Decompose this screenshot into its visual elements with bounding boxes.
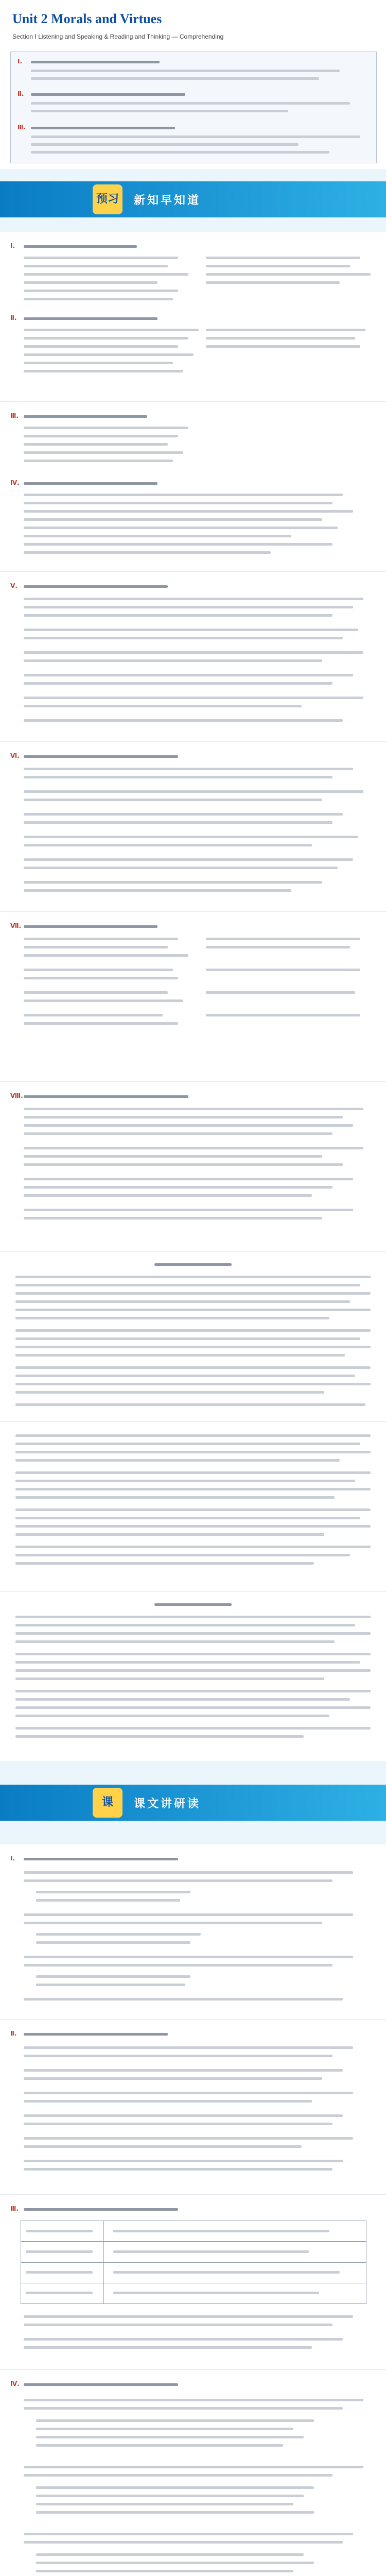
text-line: [24, 2092, 353, 2094]
text-line: [113, 2292, 319, 2294]
text-line: [15, 1346, 371, 1348]
text-line: [24, 257, 178, 259]
text-line: [24, 925, 157, 928]
text-line: [36, 1975, 190, 1978]
text-line: [24, 755, 178, 758]
slide-lesson-3: [0, 2195, 386, 2370]
text-line: [24, 1964, 332, 1967]
text-line: [24, 697, 363, 699]
text-line: [24, 614, 332, 617]
text-line: [24, 2383, 178, 2386]
text-line: [15, 1624, 355, 1626]
text-line: [24, 2346, 312, 2349]
text-line: [24, 510, 353, 513]
text-line: [15, 1669, 371, 1672]
text-line: [206, 345, 360, 348]
text-line: [206, 329, 365, 331]
text-line: [31, 93, 185, 96]
text-line: [113, 2271, 340, 2274]
text-line: [113, 2230, 329, 2232]
text-line: [36, 2486, 314, 2489]
text-line: [24, 281, 157, 284]
text-line: [15, 1562, 314, 1565]
slide-translation: [0, 1592, 386, 1762]
text-line: [154, 1603, 232, 1606]
text-line: [15, 1434, 371, 1437]
section-mark: Ⅴ.: [10, 582, 17, 589]
text-line: [24, 2474, 332, 2477]
text-line: [24, 954, 188, 957]
text-line: [31, 70, 340, 72]
section-mark: Ⅶ.: [10, 922, 22, 929]
text-line: [24, 1116, 343, 1118]
text-line: [15, 1706, 371, 1709]
cover-subtitle: Section Ⅰ Listening and Speaking & Reading and Thinking — Comprehending: [12, 33, 224, 40]
text-line: [24, 585, 168, 588]
banner-title: 新知早知道: [134, 194, 201, 207]
text-line: [24, 2399, 363, 2401]
text-line: [36, 1984, 185, 1986]
text-line: [24, 2123, 332, 2125]
text-line: [24, 2324, 332, 2326]
text-line: [24, 2533, 353, 2535]
text-line: [24, 1132, 332, 1135]
text-line: [24, 1922, 322, 1924]
text-line: [24, 2541, 343, 2544]
text-line: [36, 2570, 293, 2572]
text-line: [31, 127, 175, 129]
slide-cover: [0, 0, 386, 170]
text-line: [15, 1300, 350, 1303]
text-line: [24, 1998, 343, 2001]
text-line: [206, 257, 360, 259]
text-line: [24, 2208, 178, 2211]
text-line: [24, 2069, 343, 2072]
text-line: [154, 1263, 232, 1266]
text-line: [24, 682, 332, 685]
text-line: [24, 1022, 178, 1025]
text-line: [24, 370, 183, 372]
text-line: [15, 1632, 371, 1635]
text-line: [15, 1496, 335, 1499]
text-line: [24, 606, 353, 608]
section-mark: Ⅱ.: [10, 2030, 17, 2037]
text-line: [113, 2250, 309, 2253]
text-line: [15, 1653, 371, 1655]
text-line: [24, 245, 137, 248]
text-line: [24, 637, 343, 639]
text-line: [15, 1383, 371, 1385]
text-line: [24, 482, 157, 485]
text-line: [24, 543, 332, 546]
text-line: [36, 2444, 283, 2447]
slide-vocab-2: [0, 402, 386, 572]
text-line: [24, 799, 322, 801]
slide-lesson-1: [0, 1844, 386, 2020]
text-line: [24, 844, 312, 846]
text-line: [26, 2230, 93, 2232]
text-line: [15, 1640, 335, 1643]
text-line: [24, 867, 338, 869]
text-line: [15, 1309, 371, 1311]
text-line: [15, 1459, 340, 1462]
text-line: [15, 1329, 371, 1332]
text-line: [206, 991, 355, 994]
section-mark: Ⅲ.: [10, 412, 19, 419]
slide-reading-1: [0, 572, 386, 742]
text-line: [15, 1698, 350, 1701]
text-line: [15, 1677, 324, 1680]
text-line: [24, 674, 353, 676]
text-line: [24, 2055, 332, 2057]
text-line: [24, 2145, 302, 2148]
text-line: [24, 1163, 343, 1166]
section-mark: Ⅳ.: [10, 2380, 20, 2387]
section-mark: Ⅷ.: [10, 1092, 23, 1099]
text-line: [24, 938, 178, 940]
text-line: [24, 1194, 312, 1197]
text-line: [24, 518, 322, 521]
text-line: [31, 110, 288, 112]
text-line: [15, 1403, 365, 1406]
slide-passage-2: [0, 1422, 386, 1592]
text-line: [24, 946, 168, 948]
banner-title: 课文讲研读: [134, 1798, 201, 1810]
text-line: [24, 1147, 363, 1149]
text-line: [24, 991, 168, 994]
text-line: [24, 427, 188, 429]
text-line: [24, 415, 147, 418]
text-line: [24, 2100, 312, 2103]
text-line: [36, 2436, 304, 2438]
text-line: [24, 551, 271, 554]
section-mark: Ⅲ.: [17, 124, 26, 131]
text-line: [15, 1366, 371, 1369]
text-line: [206, 1014, 360, 1016]
section-mark: Ⅳ.: [10, 479, 20, 486]
text-line: [15, 1451, 371, 1453]
text-line: [15, 1690, 371, 1692]
text-line: [24, 353, 194, 356]
text-line: [26, 2250, 93, 2253]
text-line: [24, 298, 173, 300]
text-line: [15, 1517, 360, 1519]
text-line: [24, 494, 343, 496]
text-line: [24, 290, 178, 292]
text-line: [24, 1209, 353, 1211]
text-line: [24, 329, 199, 331]
banner-chip: 课: [93, 1788, 122, 1818]
text-line: [15, 1354, 345, 1357]
text-line: [24, 435, 178, 437]
slide-reading-2: [0, 742, 386, 912]
text-line: [26, 2271, 93, 2274]
slide-preview-banner: [0, 170, 386, 232]
text-line: [24, 527, 338, 529]
text-line: [24, 719, 343, 722]
text-line: [36, 1891, 190, 1893]
text-line: [31, 135, 360, 138]
slide-reading-4: [0, 1082, 386, 1252]
text-line: [24, 362, 173, 364]
text-line: [31, 102, 350, 105]
text-line: [15, 1715, 329, 1717]
text-line: [15, 1525, 371, 1528]
text-line: [15, 1616, 371, 1618]
text-line: [36, 2503, 293, 2505]
text-line: [36, 1899, 180, 1902]
text-line: [24, 1913, 353, 1916]
text-line: [24, 629, 358, 631]
text-line: [24, 1155, 322, 1158]
text-line: [15, 1480, 355, 1482]
text-line: [206, 265, 350, 267]
text-line: [15, 1533, 324, 1536]
text-line: [24, 659, 322, 662]
text-line: [206, 273, 371, 276]
slide-lesson-2: [0, 2020, 386, 2195]
text-line: [24, 2046, 353, 2049]
text-line: [24, 2407, 343, 2410]
text-line: [36, 2419, 314, 2422]
text-line: [206, 938, 360, 940]
text-line: [24, 337, 188, 340]
text-line: [15, 1488, 371, 1490]
text-line: [24, 651, 363, 654]
text-line: [24, 969, 173, 971]
section-mark: Ⅰ.: [17, 58, 23, 65]
text-line: [24, 2168, 332, 2171]
slide-lesson-4: [0, 2370, 386, 2576]
text-line: [24, 598, 363, 600]
text-line: [24, 776, 332, 778]
text-line: [24, 2315, 353, 2318]
text-line: [15, 1509, 371, 1511]
text-line: [24, 1186, 332, 1189]
text-line: [15, 1735, 304, 1738]
text-line: [24, 2137, 353, 2140]
text-line: [24, 265, 168, 267]
text-line: [15, 1554, 350, 1556]
text-line: [206, 969, 360, 971]
text-line: [24, 1879, 332, 1882]
text-line: [24, 443, 168, 446]
text-line: [24, 345, 178, 348]
text-line: [24, 889, 291, 892]
text-line: [24, 1014, 163, 1016]
text-line: [24, 460, 173, 462]
text-line: [24, 790, 363, 793]
section-mark: Ⅲ.: [10, 2205, 19, 2212]
text-line: [24, 1858, 178, 1860]
text-line: [36, 2511, 314, 2514]
text-line: [31, 143, 299, 146]
cover-panel: [10, 52, 377, 163]
text-line: [15, 1284, 360, 1286]
text-line: [24, 1095, 188, 1098]
banner-chip: 预习: [93, 184, 122, 214]
text-line: [24, 821, 332, 824]
text-line: [24, 2338, 343, 2341]
text-line: [15, 1375, 355, 1377]
text-line: [24, 2033, 168, 2036]
text-line: [24, 451, 183, 454]
text-line: [24, 2077, 322, 2080]
text-line: [15, 1391, 324, 1394]
text-line: [24, 273, 188, 276]
text-line: [15, 1292, 371, 1295]
text-line: [36, 2428, 293, 2430]
text-line: [36, 2495, 304, 2497]
cover-title: Unit 2 Morals and Virtues: [12, 11, 162, 26]
text-line: [24, 1217, 322, 1219]
text-line: [24, 999, 183, 1002]
slide-lesson-banner: [0, 1762, 386, 1844]
text-line: [36, 2553, 304, 2556]
text-line: [24, 858, 353, 861]
section-mark: Ⅰ.: [10, 1855, 15, 1862]
text-line: [24, 2114, 343, 2117]
slide-passage-1: [0, 1252, 386, 1422]
text-line: [15, 1471, 371, 1474]
text-line: [15, 1317, 329, 1319]
text-line: [24, 1124, 353, 1127]
text-line: [15, 1661, 360, 1664]
text-line: [24, 813, 343, 816]
text-line: [36, 2562, 314, 2564]
text-line: [24, 317, 157, 320]
text-line: [24, 977, 178, 979]
section-mark: Ⅵ.: [10, 752, 20, 759]
text-line: [36, 1933, 201, 1936]
text-line: [206, 281, 340, 284]
text-line: [31, 61, 160, 63]
text-line: [24, 1956, 353, 1958]
text-line: [24, 1108, 363, 1110]
text-line: [24, 535, 291, 537]
text-line: [15, 1337, 360, 1340]
text-line: [206, 946, 350, 948]
slide-reading-3: [0, 912, 386, 1082]
section-mark: Ⅱ.: [10, 314, 17, 321]
text-line: [15, 1546, 371, 1548]
text-line: [24, 705, 302, 707]
text-line: [15, 1727, 371, 1730]
text-line: [24, 2466, 363, 2468]
text-line: [24, 768, 353, 770]
text-line: [36, 1941, 190, 1944]
text-line: [31, 151, 329, 154]
text-line: [26, 2292, 93, 2294]
text-line: [206, 337, 355, 340]
text-line: [24, 836, 358, 838]
slide-vocab-1: [0, 232, 386, 402]
section-mark: Ⅱ.: [17, 90, 24, 97]
section-mark: Ⅰ.: [10, 242, 15, 249]
text-line: [15, 1276, 371, 1278]
text-line: [24, 1178, 353, 1180]
text-line: [24, 1871, 353, 1874]
text-line: [15, 1443, 360, 1445]
text-line: [31, 77, 319, 80]
text-line: [24, 2160, 343, 2162]
text-line: [24, 502, 332, 504]
text-line: [24, 881, 322, 884]
